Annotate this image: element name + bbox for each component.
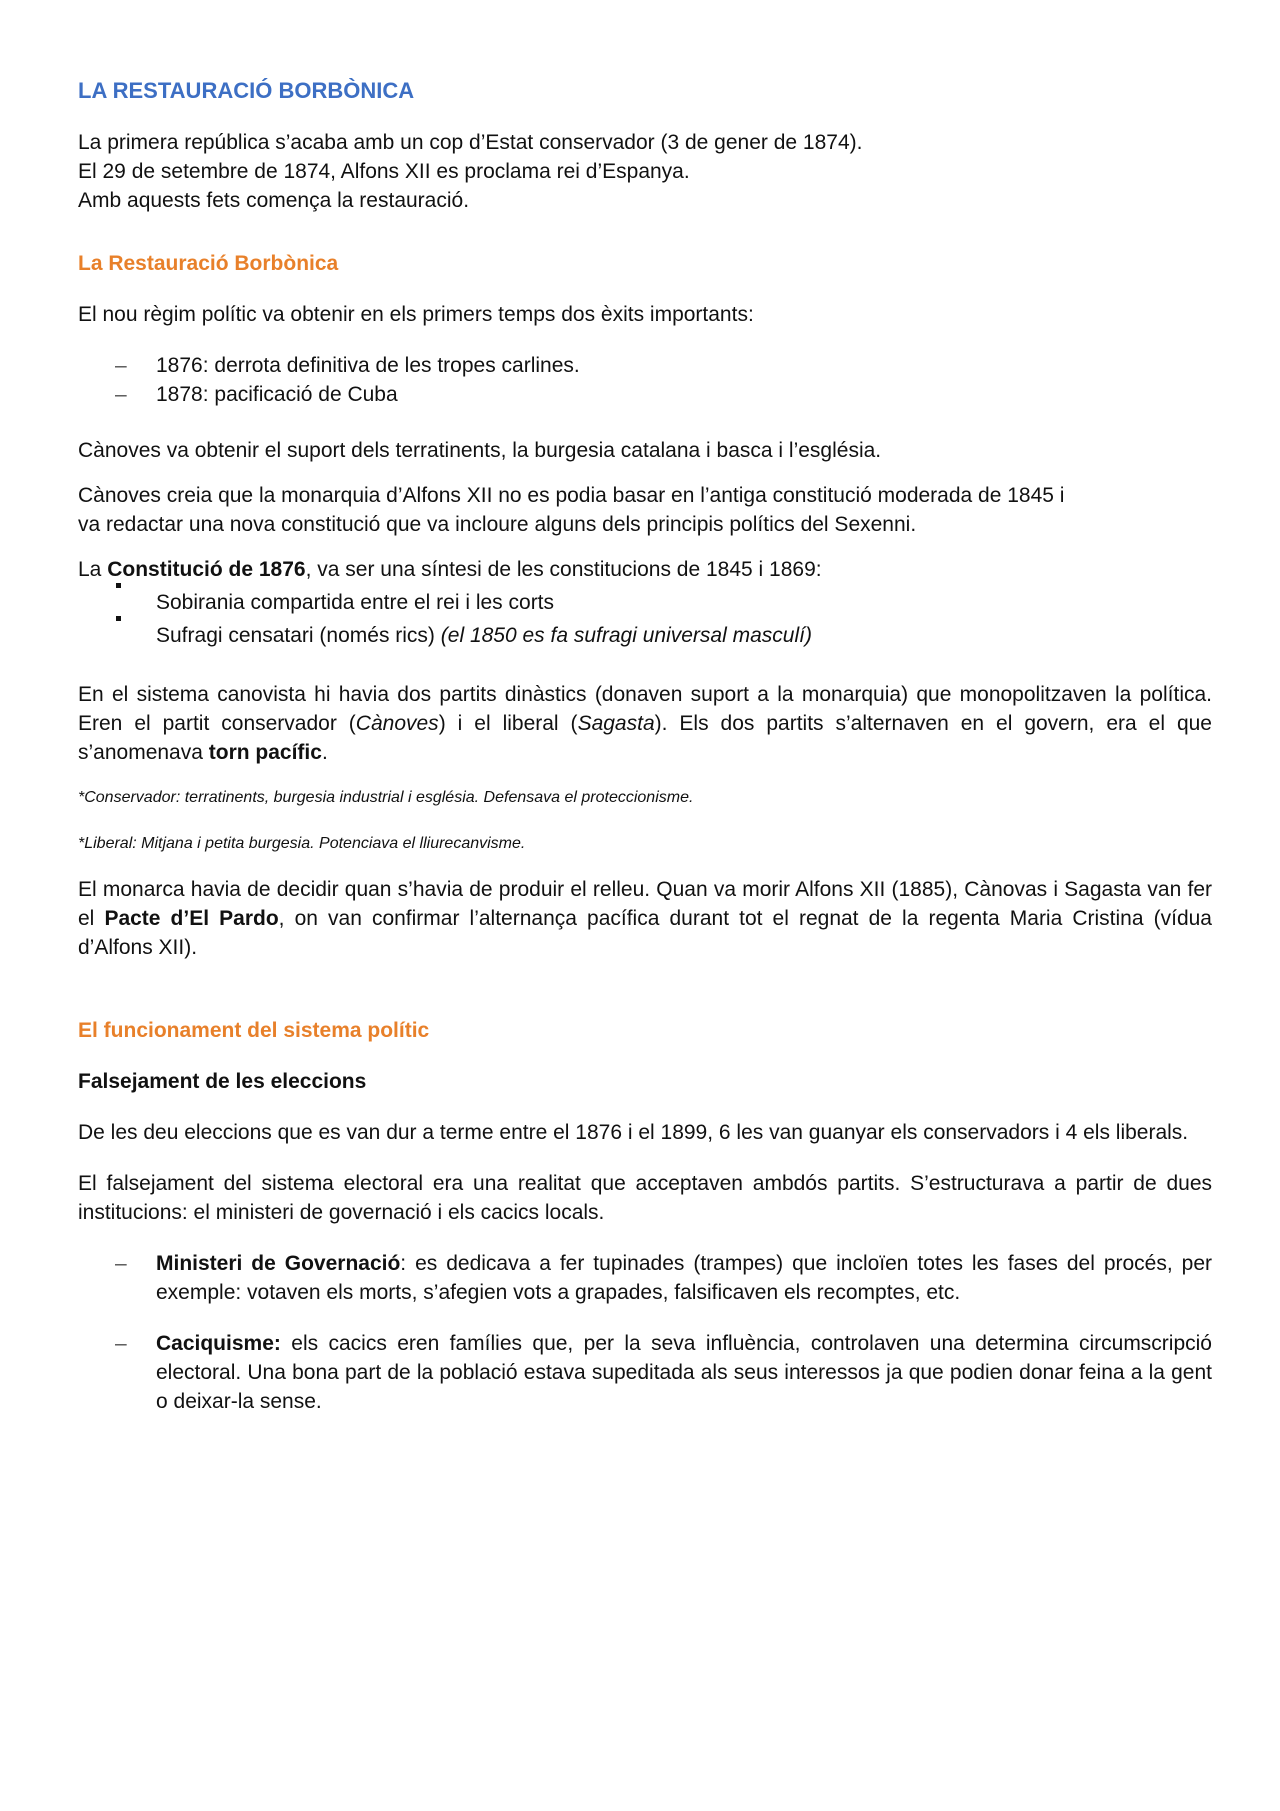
section-heading-restauracio: La Restauració Borbònica bbox=[78, 252, 339, 275]
document-content bbox=[78, 76, 1212, 1416]
elections-paragraph: De les deu eleccions que es van dur a terme entre el 1876 i el 1899, 6 les van guanyar els conservadors i 4 els liberals. bbox=[78, 1121, 1189, 1144]
list-item: – Ministeri de Governació: es dedicava a fer tupinades (trampes) que incloïen totes les fases del procés, per exemple: votaven els morts, s’afegien vots a grapades, falsificaven els recomptes, etc. bbox=[78, 1249, 1212, 1307]
intro-line-1: La primera república s’acaba amb un cop d’Estat conservador (3 de gener de 1874). bbox=[78, 131, 863, 154]
suffrage-note: (el 1850 es fa sufragi universal masculí) bbox=[440, 624, 812, 647]
pacte-pardo-paragraph: El monarca havia de decidir quan s’havia de produir el relleu. Quan va morir Alfons XII (1885), Cànovas i Sagasta van fer el Pacte d’El Pardo, on van confirmar l’alternança pacífica durant tot el regnat de la regenta Maria Cristina (vídua d’Alfons XII). bbox=[78, 878, 1212, 959]
page-title: LA RESTAURACIÓ BORBÒNICA bbox=[78, 78, 415, 103]
canovista-system-paragraph: En el sistema canovista hi havia dos partits dinàstics (donaven suport a la monarquia) que monopolitzaven la política. Eren el partit conservador (Cànoves) i el liberal (Sagasta). Els dos partits s’alternaven en el govern, era el que s’anomenava torn pacífic. bbox=[78, 683, 1212, 764]
caciquisme-term: Caciquisme: bbox=[156, 1332, 281, 1355]
list-item: – Caciquisme: els cacics eren famílies que, per la seva influència, controlaven una determina circumscripció electoral. Una bona part de la població estava supeditada als seus interessos ja que podien donar feina a la gent o deixar-la sense. bbox=[78, 1329, 1212, 1416]
constitution-line-1: Cànoves creia que la monarquia d’Alfons XII no es podia basar en l’antiga constitució moderada de 1845 i bbox=[78, 484, 1065, 507]
ministeri-term: Ministeri de Governació bbox=[156, 1252, 401, 1275]
list-item: Sobirania compartida entre el rei i les corts bbox=[78, 588, 1212, 617]
list-item: Sufragi censatari (només rics) (el 1850 es fa sufragi universal masculí) bbox=[78, 621, 1212, 650]
institutions-list bbox=[78, 1249, 1212, 1416]
constitution-1876-paragraph: La Constitució de 1876, va ser una síntesi de les constitucions de 1845 i 1869: bbox=[78, 558, 822, 581]
torn-pacific-term: torn pacífic bbox=[208, 741, 322, 764]
list-item: – 1876: derrota definitiva de les tropes carlines. bbox=[78, 351, 1212, 380]
note-liberal: *Liberal: Mitjana i petita burgesia. Potenciava el lliurecanvisme. bbox=[78, 835, 526, 852]
subheading-falsejament: Falsejament de les eleccions bbox=[78, 1070, 367, 1093]
section-heading-funcionament: El funcionament del sistema polític bbox=[78, 1019, 430, 1042]
constitution-1876-term: Constitució de 1876 bbox=[107, 558, 306, 581]
intro-line-2: El 29 de setembre de 1874, Alfons XII es proclama rei d’Espanya. bbox=[78, 160, 690, 183]
constitution-features-list bbox=[78, 588, 1212, 650]
achievements-list bbox=[78, 351, 1212, 409]
falsification-paragraph: El falsejament del sistema electoral era una realitat que acceptaven ambdós partits. S’estructurava a partir de dues institucions: el ministeri de governació i els cacics locals. bbox=[78, 1172, 1212, 1224]
intro-line-3: Amb aquests fets comença la restauració. bbox=[78, 189, 470, 212]
note-conservador: *Conservador: terratinents, burgesia industrial i església. Defensava el proteccionisme. bbox=[78, 789, 694, 806]
pacte-pardo-term: Pacte d’El Pardo bbox=[104, 907, 279, 930]
list-item: – 1878: pacificació de Cuba bbox=[78, 380, 1212, 409]
support-paragraph: Cànoves va obtenir el suport dels terratinents, la burgesia catalana i basca i l’església. bbox=[78, 439, 882, 462]
constitution-line-2: va redactar una nova constitució que va incloure alguns dels principis polítics del Sexenni. bbox=[78, 513, 917, 536]
achievements-lead: El nou règim polític va obtenir en els primers temps dos èxits importants: bbox=[78, 303, 754, 326]
